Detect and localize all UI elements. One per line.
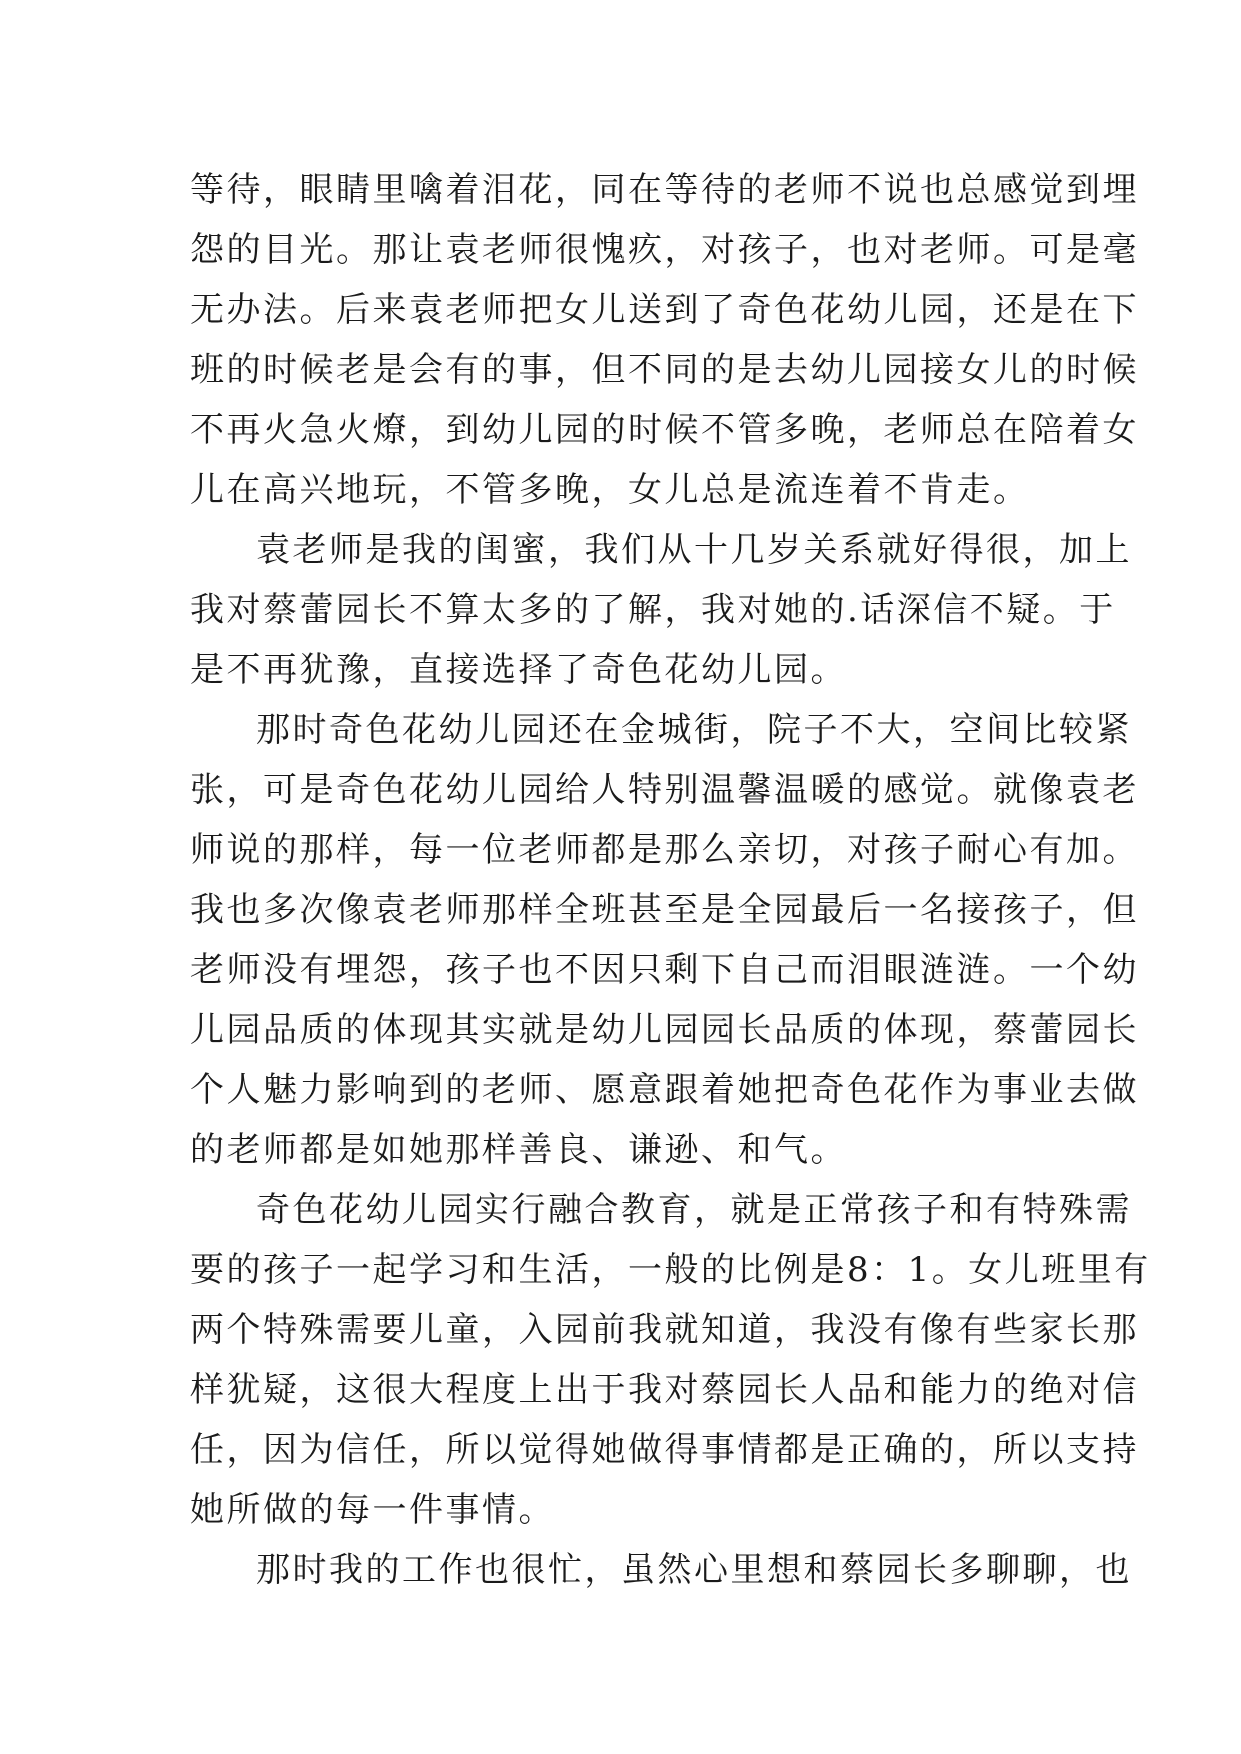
text-line: 师说的那样，每一位老师都是那么亲切，对孩子耐心有加。 [190, 830, 1139, 870]
text-line: 老师没有埋怨，孩子也不因只剩下自己而泪眼涟涟。一个幼 [190, 950, 1139, 990]
text-line: 儿园品质的体现其实就是幼儿园园长品质的体现，蔡蕾园长 [190, 1010, 1139, 1050]
text-line: 任，因为信任，所以觉得她做得事情都是正确的，所以支持 [190, 1430, 1139, 1470]
text-line: 张，可是奇色花幼儿园给人特别温馨温暖的感觉。就像袁老 [190, 770, 1139, 810]
text-line: 儿在高兴地玩，不管多晚，女儿总是流连着不肯走。 [190, 470, 1030, 510]
text-line: 班的时候老是会有的事，但不同的是去幼儿园接女儿的时候 [190, 350, 1139, 390]
text-line: 要的孩子一起学习和生活，一般的比例是8：1。女儿班里有 [190, 1250, 1151, 1290]
text-line: 我也多次像袁老师那样全班甚至是全园最后一名接孩子，但 [190, 890, 1139, 930]
paragraph-first-line: 奇色花幼儿园实行融合教育，就是正常孩子和有特殊需 [256, 1190, 1132, 1230]
text-line: 等待，眼睛里噙着泪花，同在等待的老师不说也总感觉到埋 [190, 170, 1139, 210]
text-line: 样犹疑，这很大程度上出于我对蔡园长人品和能力的绝对信 [190, 1370, 1139, 1410]
text-line: 两个特殊需要儿童，入园前我就知道，我没有像有些家长那 [190, 1310, 1139, 1350]
text-line: 怨的目光。那让袁老师很愧疚，对孩子，也对老师。可是毫 [190, 230, 1139, 270]
text-line: 无办法。后来袁老师把女儿送到了奇色花幼儿园，还是在下 [190, 290, 1139, 330]
paragraph-first-line: 袁老师是我的闺蜜，我们从十几岁关系就好得很，加上 [256, 530, 1132, 570]
paragraph-first-line: 那时奇色花幼儿园还在金城街，院子不大，空间比较紧 [256, 710, 1132, 750]
text-line: 是不再犹豫，直接选择了奇色花幼儿园。 [190, 650, 847, 690]
text-line: 不再火急火燎，到幼儿园的时候不管多晚，老师总在陪着女 [190, 410, 1139, 450]
body-text [190, 160, 1151, 1600]
text-line: 我对蔡蕾园长不算太多的了解，我对她的.话深信不疑。于 [190, 590, 1116, 630]
text-line: 她所做的每一件事情。 [190, 1490, 555, 1530]
paragraph-first-line: 那时我的工作也很忙，虽然心里想和蔡园长多聊聊，也 [256, 1550, 1132, 1590]
text-line: 个人魅力影响到的老师、愿意跟着她把奇色花作为事业去做 [190, 1070, 1139, 1110]
text-line: 的老师都是如她那样善良、谦逊、和气。 [190, 1130, 847, 1170]
